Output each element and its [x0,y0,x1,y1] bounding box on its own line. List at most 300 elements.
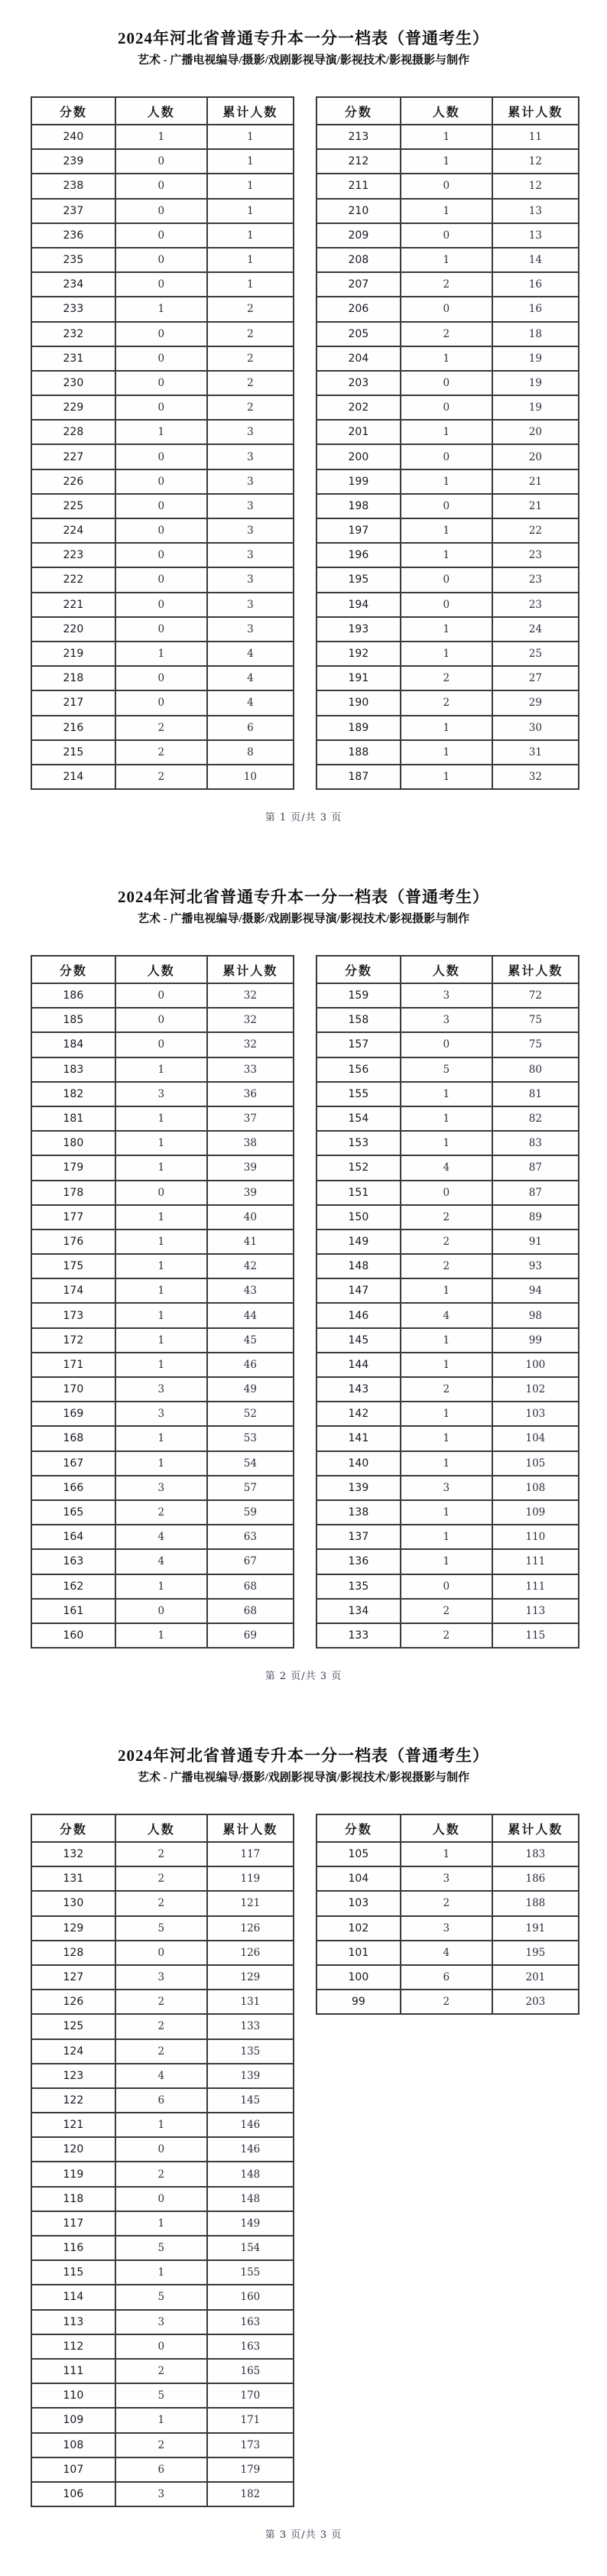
page-footer: 第 1 页/共 3 页 [265,812,342,823]
count-cell: 0 [115,199,207,223]
score-cell: 195 [316,567,401,592]
score-cell: 160 [31,1623,115,1648]
table-row [316,1254,579,1278]
table-row [316,740,579,765]
score-cell: 118 [31,2187,115,2211]
count-cell: 3 [115,2310,207,2334]
count-cell: 1 [401,149,492,174]
count-cell: 0 [401,297,492,321]
score-cell: 157 [316,1032,401,1057]
table-row [31,1549,294,1574]
cumulative-cell: 188 [492,1891,579,1915]
count-cell: 1 [115,1254,207,1278]
table-row [316,1032,579,1057]
count-cell: 1 [115,1574,207,1599]
count-cell: 1 [115,2113,207,2137]
count-cell: 0 [115,567,207,592]
score-table [31,96,294,790]
score-cell: 111 [31,2359,115,2383]
table-row [31,2162,294,2186]
count-cell: 1 [115,1426,207,1450]
cumulative-cell: 32 [207,983,294,1008]
score-cell: 165 [31,1500,115,1525]
score-cell: 192 [316,642,401,666]
score-cell: 178 [31,1181,115,1205]
cumulative-cell: 100 [492,1353,579,1377]
table-row [316,983,579,1008]
table-row [316,1891,579,1915]
header-row [316,956,579,983]
cumulative-cell: 38 [207,1131,294,1155]
count-cell: 1 [401,1106,492,1131]
score-cell: 108 [31,2433,115,2457]
cumulative-cell: 82 [492,1106,579,1131]
score-cell: 194 [316,593,401,617]
column-header: 人数 [115,1814,207,1842]
score-table [316,955,579,1649]
table-row [31,1106,294,1131]
count-cell: 0 [401,395,492,420]
score-cell: 113 [31,2310,115,2334]
table-row [31,1965,294,1990]
count-cell: 0 [401,444,492,469]
left-table [31,955,294,1649]
cumulative-cell: 18 [492,322,579,346]
count-cell: 2 [401,1377,492,1402]
count-cell: 2 [401,1623,492,1648]
page-title: 2024年河北省普通专升本一分一档表（普通考生） [118,29,489,47]
cumulative-cell: 24 [492,617,579,642]
column-header: 人数 [115,97,207,125]
count-cell: 3 [115,2482,207,2506]
left-table [31,96,294,790]
cumulative-cell: 133 [207,2014,294,2038]
count-cell: 2 [115,765,207,789]
column-header: 分数 [31,97,115,125]
cumulative-cell: 32 [207,1008,294,1032]
score-cell: 215 [31,740,115,765]
count-cell: 1 [401,199,492,223]
score-cell: 126 [31,1990,115,2014]
table-row [31,1230,294,1254]
score-cell: 144 [316,1353,401,1377]
table-row [316,1549,579,1574]
cumulative-cell: 10 [207,765,294,789]
score-cell: 180 [31,1131,115,1155]
table-row [316,1328,579,1353]
cumulative-cell: 182 [207,2482,294,2506]
cumulative-cell: 31 [492,740,579,765]
table-row [316,543,579,567]
score-cell: 174 [31,1278,115,1303]
cumulative-cell: 148 [207,2162,294,2186]
score-cell: 104 [316,1866,401,1891]
cumulative-cell: 2 [207,297,294,321]
cumulative-cell: 113 [492,1599,579,1623]
table-row [31,1181,294,1205]
table-row [316,1205,579,1230]
table-row [316,567,579,592]
score-cell: 125 [31,2014,115,2038]
table-row [31,297,294,321]
score-cell: 161 [31,1599,115,1623]
count-cell: 1 [401,248,492,272]
table-row [316,518,579,543]
table-row [316,1916,579,1941]
table-row [31,567,294,592]
cumulative-cell: 195 [492,1941,579,1965]
table-row [31,1990,294,2014]
table-row [316,1402,579,1426]
count-cell: 0 [115,593,207,617]
score-table [316,96,579,790]
score-cell: 100 [316,1965,401,1990]
table-row [316,1990,579,2014]
column-header: 累计人数 [492,1814,579,1842]
tables-area [0,955,607,1649]
count-cell: 4 [115,1525,207,1549]
count-cell: 4 [401,1941,492,1965]
score-cell: 150 [316,1205,401,1230]
table-row [316,494,579,518]
score-cell: 168 [31,1426,115,1450]
tables-area [0,96,607,790]
count-cell: 0 [115,174,207,198]
count-cell: 2 [115,2014,207,2038]
score-table [31,955,294,1649]
count-cell: 0 [115,690,207,715]
cumulative-cell: 191 [492,1916,579,1941]
cumulative-cell: 54 [207,1451,294,1476]
table-row [31,666,294,690]
score-cell: 123 [31,2064,115,2088]
table-row [31,1574,294,1599]
score-cell: 225 [31,494,115,518]
count-cell: 3 [401,1008,492,1032]
score-cell: 148 [316,1254,401,1278]
table-row [31,2137,294,2162]
count-cell: 4 [401,1155,492,1180]
score-cell: 200 [316,444,401,469]
score-cell: 205 [316,322,401,346]
count-cell: 1 [401,125,492,149]
count-cell: 0 [115,444,207,469]
column-header: 分数 [31,1814,115,1842]
cumulative-cell: 3 [207,518,294,543]
score-cell: 163 [31,1549,115,1574]
table-row [316,1230,579,1254]
cumulative-cell: 68 [207,1599,294,1623]
table-row [316,1181,579,1205]
cumulative-cell: 148 [207,2187,294,2211]
score-cell: 184 [31,1032,115,1057]
count-cell: 0 [115,617,207,642]
score-cell: 191 [316,666,401,690]
count-cell: 2 [115,1891,207,1915]
score-cell: 137 [316,1525,401,1549]
score-cell: 114 [31,2285,115,2309]
cumulative-cell: 23 [492,567,579,592]
cumulative-cell: 83 [492,1131,579,1155]
cumulative-cell: 6 [207,716,294,740]
count-cell: 1 [115,2260,207,2285]
column-header: 分数 [31,956,115,983]
table-row [31,395,294,420]
count-cell: 1 [401,642,492,666]
count-cell: 0 [115,2334,207,2359]
score-cell: 212 [316,149,401,174]
score-cell: 179 [31,1155,115,1180]
table-row [316,1131,579,1155]
count-cell: 1 [401,1328,492,1353]
header-row [316,97,579,125]
cumulative-cell: 19 [492,395,579,420]
score-cell: 140 [316,1451,401,1476]
count-cell: 3 [115,1965,207,1990]
page-3 [0,1717,607,2576]
score-cell: 213 [316,125,401,149]
cumulative-cell: 149 [207,2211,294,2236]
table-row [316,1303,579,1327]
table-row [316,1008,579,1032]
cumulative-cell: 104 [492,1426,579,1450]
count-cell: 1 [401,518,492,543]
score-cell: 235 [31,248,115,272]
count-cell: 1 [115,1353,207,1377]
table-row [316,297,579,321]
page-subtitle: 艺术 - 广播电视编导/摄影/戏剧影视导演/影视技术/影视摄影与制作 [137,1772,470,1784]
cumulative-cell: 23 [492,543,579,567]
score-cell: 217 [31,690,115,715]
score-cell: 222 [31,567,115,592]
score-cell: 129 [31,1916,115,1941]
count-cell: 0 [401,494,492,518]
table-row [31,2285,294,2309]
column-header: 人数 [401,1814,492,1842]
cumulative-cell: 57 [207,1476,294,1500]
cumulative-cell: 94 [492,1278,579,1303]
table-row [31,1476,294,1500]
score-cell: 130 [31,1891,115,1915]
count-cell: 0 [115,2137,207,2162]
score-cell: 101 [316,1941,401,1965]
count-cell: 0 [115,346,207,371]
score-cell: 210 [316,199,401,223]
count-cell: 2 [115,2433,207,2457]
table-row [316,149,579,174]
count-cell: 1 [401,1278,492,1303]
score-cell: 239 [31,149,115,174]
cumulative-cell: 4 [207,690,294,715]
table-row [31,1278,294,1303]
cumulative-cell: 3 [207,543,294,567]
count-cell: 1 [401,346,492,371]
score-cell: 141 [316,1426,401,1450]
cumulative-cell: 2 [207,395,294,420]
cumulative-cell: 173 [207,2433,294,2457]
count-cell: 0 [115,469,207,494]
cumulative-cell: 1 [207,199,294,223]
cumulative-cell: 165 [207,2359,294,2383]
count-cell: 2 [401,1205,492,1230]
score-cell: 187 [316,765,401,789]
score-cell: 105 [316,1842,401,1866]
cumulative-cell: 75 [492,1008,579,1032]
score-cell: 155 [316,1082,401,1106]
table-row [31,1866,294,1891]
table-row [31,272,294,297]
cumulative-cell: 67 [207,1549,294,1574]
cumulative-cell: 99 [492,1328,579,1353]
count-cell: 1 [115,642,207,666]
page-subtitle: 艺术 - 广播电视编导/摄影/戏剧影视导演/影视技术/影视摄影与制作 [137,54,470,67]
table-row [316,1057,579,1082]
cumulative-cell: 19 [492,371,579,395]
table-row [31,223,294,248]
count-cell: 2 [401,666,492,690]
table-row [31,1254,294,1278]
score-cell: 197 [316,518,401,543]
score-cell: 202 [316,395,401,420]
cumulative-cell: 32 [207,1032,294,1057]
table-row [31,2039,294,2064]
count-cell: 0 [401,1574,492,1599]
count-cell: 1 [401,469,492,494]
score-cell: 116 [31,2236,115,2260]
table-row [316,174,579,198]
table-row [31,1205,294,1230]
cumulative-cell: 109 [492,1500,579,1525]
score-cell: 234 [31,272,115,297]
cumulative-cell: 201 [492,1965,579,1990]
score-cell: 236 [31,223,115,248]
score-cell: 189 [316,716,401,740]
table-row [31,1525,294,1549]
cumulative-cell: 171 [207,2408,294,2432]
count-cell: 4 [401,1303,492,1327]
count-cell: 4 [115,1549,207,1574]
count-cell: 3 [115,1402,207,1426]
score-cell: 185 [31,1008,115,1032]
page-title: 2024年河北省普通专升本一分一档表（普通考生） [118,888,489,906]
count-cell: 1 [115,1131,207,1155]
score-cell: 124 [31,2039,115,2064]
count-cell: 1 [401,1525,492,1549]
cumulative-cell: 4 [207,666,294,690]
cumulative-cell: 3 [207,494,294,518]
table-row [31,2260,294,2285]
count-cell: 0 [115,1032,207,1057]
cumulative-cell: 3 [207,567,294,592]
score-cell: 186 [31,983,115,1008]
score-cell: 172 [31,1328,115,1353]
score-cell: 170 [31,1377,115,1402]
score-cell: 117 [31,2211,115,2236]
cumulative-cell: 20 [492,420,579,444]
table-row [316,617,579,642]
count-cell: 2 [115,1866,207,1891]
table-row [31,2457,294,2482]
table-row [316,765,579,789]
column-header: 人数 [401,97,492,125]
score-cell: 138 [316,1500,401,1525]
score-cell: 223 [31,543,115,567]
table-row [31,248,294,272]
count-cell: 1 [115,1623,207,1648]
table-row [31,1008,294,1032]
cumulative-cell: 3 [207,444,294,469]
right-table [316,1814,579,2015]
cumulative-cell: 3 [207,420,294,444]
cumulative-cell: 186 [492,1866,579,1891]
score-cell: 132 [31,1842,115,1866]
score-cell: 173 [31,1303,115,1327]
score-cell: 156 [316,1057,401,1082]
column-header: 累计人数 [492,97,579,125]
cumulative-cell: 111 [492,1549,579,1574]
score-cell: 119 [31,2162,115,2186]
cumulative-cell: 2 [207,322,294,346]
cumulative-cell: 20 [492,444,579,469]
count-cell: 0 [401,223,492,248]
score-cell: 133 [316,1623,401,1648]
cumulative-cell: 14 [492,248,579,272]
left-table [31,1814,294,2507]
count-cell: 5 [115,1916,207,1941]
score-cell: 196 [316,543,401,567]
score-cell: 121 [31,2113,115,2137]
count-cell: 1 [401,1131,492,1155]
count-cell: 3 [115,1082,207,1106]
table-row [316,248,579,272]
score-cell: 136 [316,1549,401,1574]
count-cell: 1 [401,1353,492,1377]
table-row [316,1278,579,1303]
score-cell: 110 [31,2383,115,2408]
score-cell: 203 [316,371,401,395]
page-subtitle: 艺术 - 广播电视编导/摄影/戏剧影视导演/影视技术/影视摄影与制作 [137,913,470,925]
cumulative-cell: 3 [207,593,294,617]
cumulative-cell: 115 [492,1623,579,1648]
score-cell: 224 [31,518,115,543]
cumulative-cell: 1 [207,223,294,248]
count-cell: 1 [401,1082,492,1106]
count-cell: 0 [115,1008,207,1032]
table-row [316,1155,579,1180]
score-cell: 103 [316,1891,401,1915]
count-cell: 1 [115,1057,207,1082]
cumulative-cell: 93 [492,1254,579,1278]
score-cell: 128 [31,1941,115,1965]
count-cell: 0 [115,1181,207,1205]
count-cell: 0 [115,2187,207,2211]
count-cell: 0 [115,983,207,1008]
score-cell: 167 [31,1451,115,1476]
cumulative-cell: 21 [492,494,579,518]
cumulative-cell: 27 [492,666,579,690]
cumulative-cell: 69 [207,1623,294,1648]
table-row [31,1842,294,1866]
count-cell: 5 [115,2236,207,2260]
score-cell: 142 [316,1402,401,1426]
count-cell: 1 [401,543,492,567]
score-cell: 131 [31,1866,115,1891]
count-cell: 1 [401,716,492,740]
table-row [31,2236,294,2260]
score-cell: 233 [31,297,115,321]
table-row [31,2482,294,2506]
table-row [316,1599,579,1623]
